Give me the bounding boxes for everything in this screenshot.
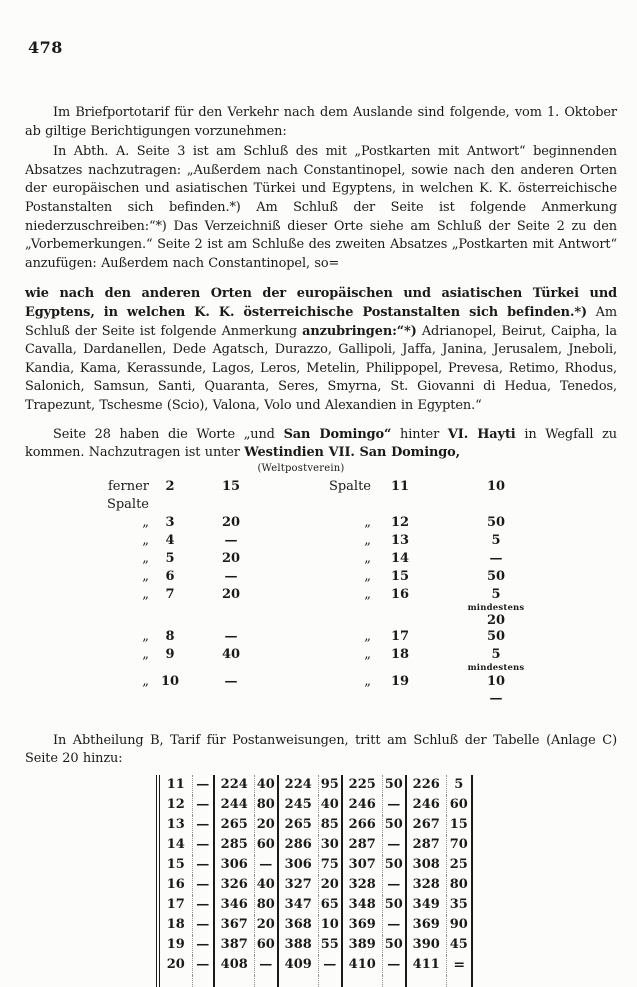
anlage-cell: 15 xyxy=(158,855,192,875)
anlage-cell: 50 xyxy=(382,775,406,795)
spalte-cell-llabel: „ xyxy=(142,586,149,602)
spalte-cell-rval: 10 xyxy=(486,478,506,494)
anlage-cell: — xyxy=(382,835,406,855)
text-segment: In Abth. A. Seite 3 ist am Schluß des mit „Postkarten mit Antwort“ beginnenden Absatzes nachzutragen: „Außerdem nach Constantinopel, sowie nach den anderen Orten der europäischen und asiatischen Türkei und Egyptens, in welchen K. K. österreichische Postanstalten sich befinden.*) Am Schluß der Seite ist folgende Anmerkung niederzuschreiben:“*) Das Verzeichniß dieser Orte siehe am Schluß der Seite 2 zu den „Vorbemerkungen.“ Seite 2 ist am Schluße des zweiten Absatzes „Postkarten mit Antwort“ anzufügen: Außerdem nach Constantinopel, so= xyxy=(25,144,617,271)
text-segment: Am Schluß der Seite ist folgende Anmerkung xyxy=(25,304,617,339)
spalte-cell-llabel: „ xyxy=(142,514,149,530)
spalte-table-row xyxy=(78,673,617,706)
anlage-cell: 40 xyxy=(254,875,278,895)
anlage-cell: 387 xyxy=(214,935,254,955)
spalte-cell-rval: 10 — xyxy=(421,673,571,706)
anlage-cell: 410 xyxy=(342,955,382,975)
anlage-table xyxy=(156,775,473,987)
anlage-cell: — xyxy=(382,915,406,935)
anlage-cell: 55 xyxy=(318,935,342,955)
weltpostverein-note: (Weltpostverein) xyxy=(257,462,345,474)
spalte-cell-rval: 50 xyxy=(486,514,506,530)
anlage-cell: 30 xyxy=(318,835,342,855)
anlage-cell: 90 xyxy=(446,915,472,935)
spalte-cell-lnum: 4 xyxy=(165,532,175,548)
spalte-table xyxy=(78,478,617,706)
anlage-cell: 306 xyxy=(278,855,318,875)
spalte-cell-lval: 20 xyxy=(221,586,241,602)
spalte-cell-llabel: „ xyxy=(142,628,149,644)
anlage-cell: — xyxy=(192,875,214,895)
anlage-cell: 75 xyxy=(318,855,342,875)
spalte-table-row xyxy=(78,514,617,532)
spalte-cell-rnum: 12 xyxy=(390,514,410,530)
anlage-cell: 286 xyxy=(278,835,318,855)
anlage-cell: 10 xyxy=(318,915,342,935)
anlage-cell: = xyxy=(446,955,472,975)
paragraph-continuation xyxy=(25,285,617,415)
spalte-cell-rnum: 14 xyxy=(390,550,410,566)
anlage-cell: 50 xyxy=(382,935,406,955)
anlage-cell: 15 xyxy=(446,815,472,835)
anlage-cell: 390 xyxy=(406,935,446,955)
anlage-cell: 19 xyxy=(158,935,192,955)
anlage-cell: 20 xyxy=(318,875,342,895)
anlage-cell: 328 xyxy=(406,875,446,895)
spalte-cell-lval: 40 xyxy=(221,646,241,662)
page-number: 478 xyxy=(28,38,63,57)
spalte-cell-lnum: 2 xyxy=(165,478,175,494)
anlage-cell: 18 xyxy=(158,915,192,935)
spalte-cell-lnum: 6 xyxy=(165,568,175,584)
page-content xyxy=(25,104,617,987)
anlage-cell: — xyxy=(382,795,406,815)
anlage-table-row xyxy=(158,855,472,875)
spalte-table-row xyxy=(78,478,617,514)
anlage-cell: 389 xyxy=(342,935,382,955)
anlage-cell-empty xyxy=(446,975,472,987)
anlage-table-row xyxy=(158,795,472,815)
anlage-cell: 246 xyxy=(406,795,446,815)
anlage-cell-empty xyxy=(406,975,446,987)
anlage-cell: 5 xyxy=(446,775,472,795)
spalte-table-row xyxy=(78,646,617,673)
anlage-cell: 369 xyxy=(406,915,446,935)
paragraph-seite28 xyxy=(25,426,617,463)
spalte-cell-rnum: 17 xyxy=(390,628,410,644)
anlage-cell: 225 xyxy=(342,775,382,795)
anlage-cell: 308 xyxy=(406,855,446,875)
anlage-cell: — xyxy=(192,895,214,915)
anlage-cell: 347 xyxy=(278,895,318,915)
anlage-cell: 50 xyxy=(382,895,406,915)
spalte-cell-lval: — xyxy=(224,568,238,584)
anlage-cell: — xyxy=(192,835,214,855)
text-segment: Adrianopel, Beirut, Caipha, la Cavalla, Dardanellen, Dede Agatsch, Durazzo, Gallipoli, Jaffa, Janina, Jerusalem, Jneboli, Kandia, Kama, Kerassunde, Lagos, Leros, Metelin, Philippopel, Prevesa, Retimo, Rhodus, Salonich, Samsun, Santi, Quaranta, Seres, Smyrna, St. Giovanni di Hedua, Tenedos, Trapezunt, Tschesme (Scio), Valona, Volo und Alexandien in Egypten.“ xyxy=(25,323,617,413)
mindestens-note: mindestens xyxy=(467,602,525,613)
spalte-cell-rval: 50 xyxy=(486,628,506,644)
spalte-cell-llabel: „ xyxy=(142,646,149,662)
anlage-cell: 60 xyxy=(254,935,278,955)
anlage-cell: 50 xyxy=(382,815,406,835)
spalte-cell-rlabel: „ xyxy=(364,646,371,662)
anlage-cell-empty xyxy=(214,975,254,987)
spalte-cell-rnum: 13 xyxy=(390,532,410,548)
anlage-table-row xyxy=(158,815,472,835)
spalte-cell-lnum: 9 xyxy=(165,646,175,662)
anlage-cell: 307 xyxy=(342,855,382,875)
anlage-cell: 409 xyxy=(278,955,318,975)
spalte-cell-lval: 20 xyxy=(221,514,241,530)
anlage-rule-extension xyxy=(158,975,472,987)
spalte-cell-rval: 5 mindestens 20 xyxy=(421,586,571,628)
text-segment: anzubringen:“*) xyxy=(302,323,417,339)
anlage-cell: 14 xyxy=(158,835,192,855)
anlage-cell: 348 xyxy=(342,895,382,915)
spalte-cell-llabel: ferner Spalte xyxy=(106,478,149,512)
anlage-cell: 327 xyxy=(278,875,318,895)
anlage-cell: 40 xyxy=(254,775,278,795)
paragraph-intro xyxy=(25,104,617,141)
spalte-cell-lval: — xyxy=(224,673,238,689)
spalte-cell-lval: 15 xyxy=(221,478,241,494)
sub-value: — xyxy=(489,690,503,706)
anlage-cell: — xyxy=(192,955,214,975)
spalte-table-row xyxy=(78,550,617,568)
anlage-cell: 245 xyxy=(278,795,318,815)
text-segment: wie nach den anderen Orten der europäischen und asiatischen Türkei und Egyptens, in welchen K. K. österreichische Postanstalten sich befinden.*) xyxy=(25,286,617,320)
anlage-cell-empty xyxy=(342,975,382,987)
anlage-table-row xyxy=(158,935,472,955)
spalte-cell-rnum: 15 xyxy=(390,568,410,584)
anlage-table-row xyxy=(158,895,472,915)
anlage-cell: — xyxy=(318,955,342,975)
text-segment: San Domingo“ xyxy=(283,426,392,442)
anlage-table-row xyxy=(158,835,472,855)
spalte-cell-rnum: 16 xyxy=(390,586,410,602)
anlage-cell: 287 xyxy=(342,835,382,855)
anlage-table-row xyxy=(158,775,472,795)
spalte-table-row xyxy=(78,568,617,586)
anlage-cell: — xyxy=(254,855,278,875)
anlage-cell: — xyxy=(192,915,214,935)
anlage-cell: 244 xyxy=(214,795,254,815)
anlage-cell: 328 xyxy=(342,875,382,895)
anlage-cell: 70 xyxy=(446,835,472,855)
text-segment: in Wegfall zu kommen. Nachzutragen ist unter xyxy=(25,426,617,461)
anlage-cell: 65 xyxy=(318,895,342,915)
anlage-cell: 80 xyxy=(254,895,278,915)
anlage-cell-empty xyxy=(278,975,318,987)
spalte-cell-rlabel: „ xyxy=(364,550,371,566)
anlage-cell: 326 xyxy=(214,875,254,895)
text-segment: Westindien VII. San Domingo, xyxy=(244,445,461,461)
anlage-cell-empty xyxy=(318,975,342,987)
spalte-cell-rlabel: „ xyxy=(364,673,371,689)
text-segment: VI. Hayti xyxy=(447,426,516,442)
spalte-table-row xyxy=(78,628,617,646)
anlage-cell: — xyxy=(192,775,214,795)
anlage-cell: 50 xyxy=(382,855,406,875)
spalte-cell-lnum: 8 xyxy=(165,628,175,644)
anlage-table-row xyxy=(158,955,472,975)
anlage-cell: 408 xyxy=(214,955,254,975)
anlage-cell: 12 xyxy=(158,795,192,815)
spalte-cell-rval: 5 xyxy=(491,532,501,548)
paragraph-abth-b xyxy=(25,732,617,769)
spalte-cell-rval: 50 xyxy=(486,568,506,584)
spalte-cell-rlabel: „ xyxy=(364,532,371,548)
anlage-cell: 226 xyxy=(406,775,446,795)
anlage-cell: — xyxy=(192,935,214,955)
spalte-cell-lval: — xyxy=(224,628,238,644)
anlage-cell: 349 xyxy=(406,895,446,915)
spalte-cell-rlabel: „ xyxy=(364,628,371,644)
anlage-cell: — xyxy=(254,955,278,975)
anlage-cell: 20 xyxy=(254,915,278,935)
anlage-cell: 20 xyxy=(254,815,278,835)
anlage-cell: 285 xyxy=(214,835,254,855)
spalte-cell-rlabel: Spalte xyxy=(328,478,371,494)
spalte-cell-rval: 5 mindestens xyxy=(421,646,571,673)
spalte-cell-rnum: 11 xyxy=(390,478,410,494)
anlage-cell: 25 xyxy=(446,855,472,875)
anlage-cell: 265 xyxy=(278,815,318,835)
anlage-cell: 60 xyxy=(254,835,278,855)
anlage-cell: 85 xyxy=(318,815,342,835)
spalte-cell-rlabel: „ xyxy=(364,568,371,584)
spalte-cell-lnum: 7 xyxy=(165,586,175,602)
anlage-cell: 45 xyxy=(446,935,472,955)
spalte-table-row xyxy=(78,532,617,550)
anlage-cell: 95 xyxy=(318,775,342,795)
anlage-cell: 411 xyxy=(406,955,446,975)
anlage-cell: 346 xyxy=(214,895,254,915)
anlage-cell: 35 xyxy=(446,895,472,915)
spalte-cell-lnum: 5 xyxy=(165,550,175,566)
anlage-cell: 267 xyxy=(406,815,446,835)
anlage-cell: 80 xyxy=(254,795,278,815)
anlage-cell-empty xyxy=(192,975,214,987)
anlage-cell: 224 xyxy=(278,775,318,795)
spalte-cell-llabel: „ xyxy=(142,568,149,584)
anlage-cell: 388 xyxy=(278,935,318,955)
mindestens-note: mindestens xyxy=(467,662,525,673)
anlage-cell: 11 xyxy=(158,775,192,795)
anlage-cell: 17 xyxy=(158,895,192,915)
spalte-cell-rnum: 18 xyxy=(390,646,410,662)
spalte-cell-rval: — xyxy=(489,550,503,566)
anlage-cell: — xyxy=(192,815,214,835)
anlage-cell: 246 xyxy=(342,795,382,815)
text-segment: Seite 28 haben die Worte „und xyxy=(53,426,284,442)
paragraph-abth-a xyxy=(25,143,617,273)
anlage-cell: 287 xyxy=(406,835,446,855)
anlage-cell: 80 xyxy=(446,875,472,895)
text-segment: Im Briefportotarif für den Verkehr nach dem Auslande sind folgende, vom 1. Oktober ab giltige Berichtigungen vorzunehmen: xyxy=(25,105,617,139)
spalte-cell-rnum: 19 xyxy=(390,673,410,689)
anlage-cell: 369 xyxy=(342,915,382,935)
spalte-cell-llabel: „ xyxy=(142,673,149,689)
anlage-cell: 265 xyxy=(214,815,254,835)
spalte-cell-rlabel: „ xyxy=(364,514,371,530)
spalte-cell-llabel: „ xyxy=(142,550,149,566)
sub-value: 20 xyxy=(486,612,506,628)
spalte-cell-lnum: 3 xyxy=(165,514,175,530)
anlage-cell: 266 xyxy=(342,815,382,835)
text-segment: hinter xyxy=(391,426,448,442)
anlage-cell: — xyxy=(382,875,406,895)
spalte-cell-lval: 20 xyxy=(221,550,241,566)
anlage-cell: 16 xyxy=(158,875,192,895)
anlage-cell-empty xyxy=(382,975,406,987)
text-segment: In Abtheilung B, Tarif für Postanweisungen, tritt am Schluß der Tabelle (Anlage C) Seite 20 hinzu: xyxy=(25,732,617,767)
anlage-cell: — xyxy=(192,795,214,815)
anlage-cell: — xyxy=(192,855,214,875)
anlage-cell: 40 xyxy=(318,795,342,815)
spalte-cell-llabel: „ xyxy=(142,532,149,548)
anlage-table-body xyxy=(158,775,472,987)
anlage-cell: 367 xyxy=(214,915,254,935)
spalte-cell-rlabel: „ xyxy=(364,586,371,602)
anlage-table-row xyxy=(158,915,472,935)
anlage-table-row xyxy=(158,875,472,895)
anlage-cell: — xyxy=(382,955,406,975)
anlage-cell: 306 xyxy=(214,855,254,875)
spalte-table-row xyxy=(78,586,617,628)
spalte-cell-lnum: 10 xyxy=(160,673,180,689)
anlage-cell: 224 xyxy=(214,775,254,795)
anlage-cell-empty xyxy=(254,975,278,987)
anlage-cell: 13 xyxy=(158,815,192,835)
spalte-cell-lval: — xyxy=(224,532,238,548)
anlage-cell: 20 xyxy=(158,955,192,975)
anlage-cell: 368 xyxy=(278,915,318,935)
anlage-cell-empty xyxy=(158,975,192,987)
anlage-cell: 60 xyxy=(446,795,472,815)
